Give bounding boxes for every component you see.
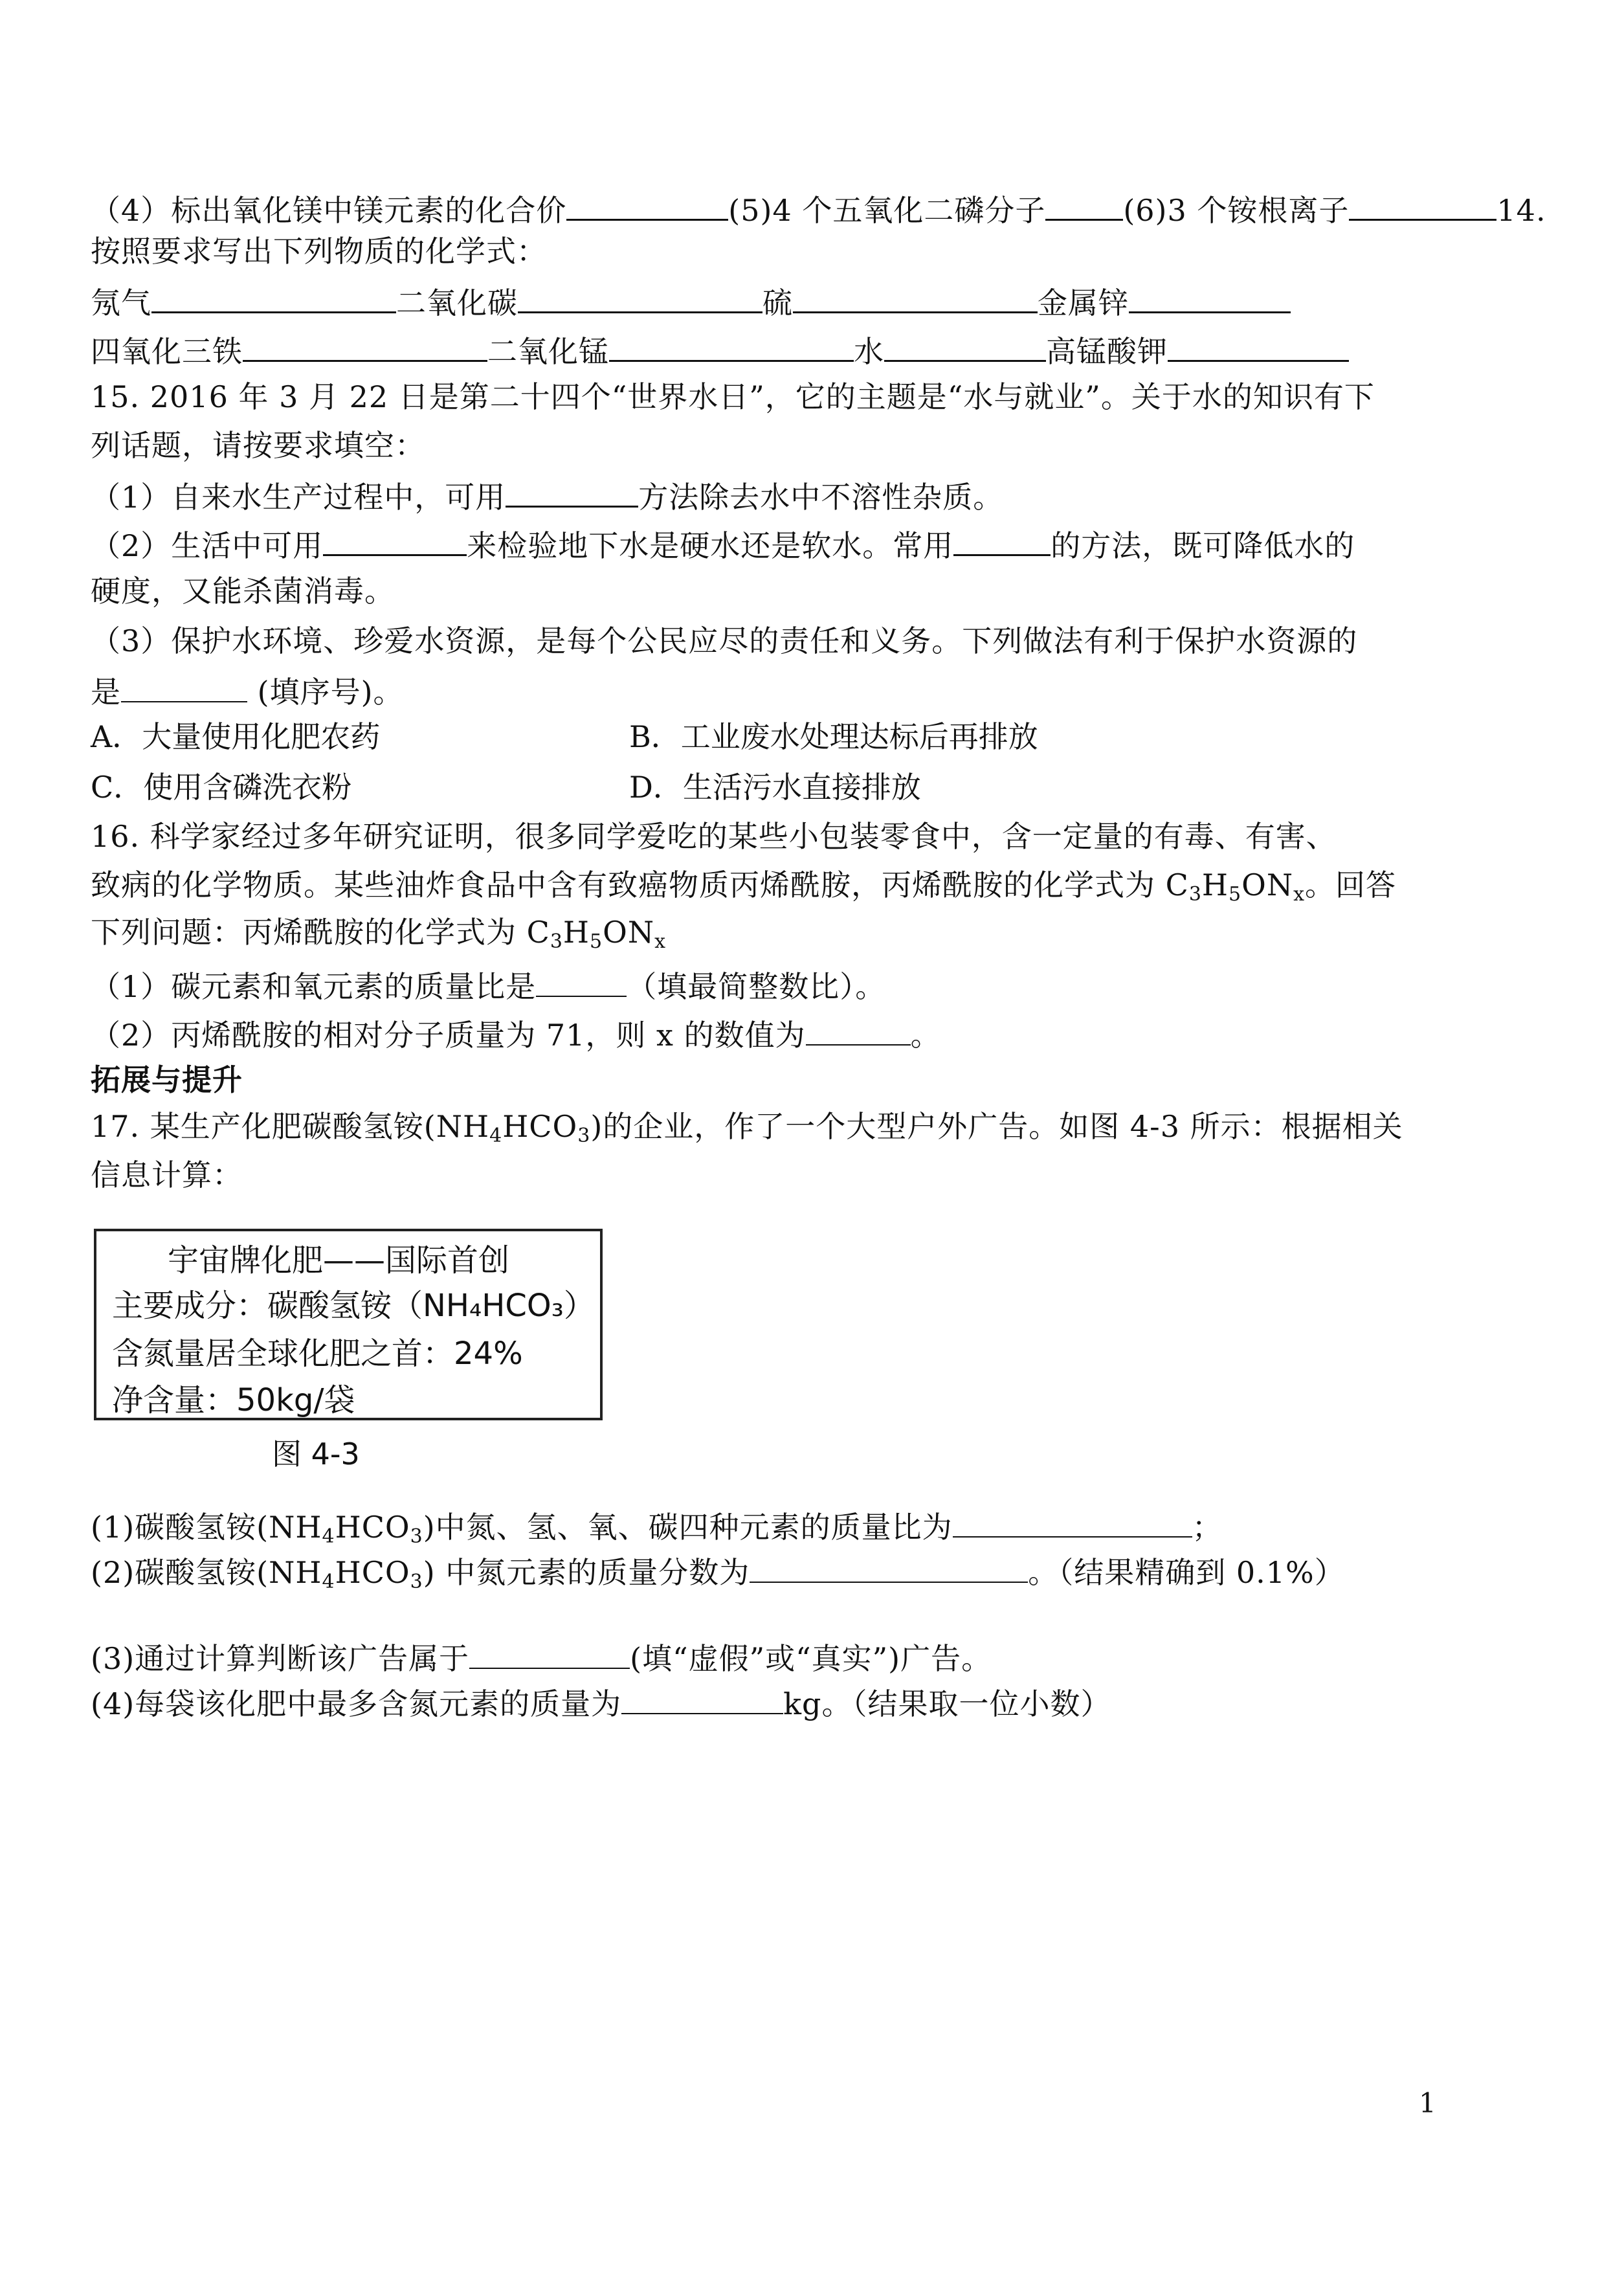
subscript: 5 <box>590 930 603 953</box>
question-15-part-2 <box>91 523 1355 565</box>
q17-1-text-end: ； <box>1192 1510 1223 1545</box>
q16-text: 致病的化学物质。某些油炸食品中含有致癌物质丙烯酰胺，丙烯酰胺的化学式为 C <box>91 867 1189 902</box>
question-16-part-1 <box>91 965 885 1006</box>
option-c[interactable]: C．使用含磷洗衣粉 <box>91 770 352 805</box>
question-17-line-2: 信息计算： <box>91 1158 243 1192</box>
q16-2-text-end: 。 <box>910 1018 941 1053</box>
q17-hco: HCO <box>502 1109 578 1144</box>
ad-title: 宇宙牌化肥——国际首创 <box>168 1242 510 1279</box>
mno2-label: 二氧化锰 <box>487 334 609 369</box>
q15-3-text: 是 <box>91 675 121 710</box>
question-17-part-4 <box>91 1682 1111 1723</box>
answer-blank[interactable] <box>323 523 467 556</box>
figure-caption: 图 4-3 <box>272 1437 360 1471</box>
question-16-part-2 <box>91 1013 941 1055</box>
subscript: 4 <box>489 1124 503 1147</box>
question-15-line-1: 15. 2016 年 3 月 22 日是第二十四个“世界水日”，它的主题是“水与就业”。关于水的知识有下 <box>91 379 1375 414</box>
option-a[interactable]: A．大量使用化肥农药 <box>91 719 381 754</box>
q17-2-text-end: 。（结果精确到 0.1%） <box>1028 1555 1345 1590</box>
q16-text-2: 下列问题：丙烯酰胺的化学式为 C <box>91 915 550 950</box>
question-number-14: 14. <box>1496 193 1546 228</box>
q13-6-text: (6)3 个铵根离子 <box>1123 193 1350 228</box>
q17-1-text: (1)碳酸氢铵(NH <box>91 1510 322 1545</box>
answer-blank[interactable] <box>1168 329 1349 362</box>
q17-1-text-mid: )中氮、氢、氧、碳四种元素的质量比为 <box>423 1510 953 1545</box>
option-d[interactable]: D．生活污水直接排放 <box>629 770 921 805</box>
q13-4-text: （4）标出氧化镁中镁元素的化合价 <box>91 193 567 228</box>
question-15-part-2-cont: 硬度，又能杀菌消毒。 <box>91 574 395 609</box>
question-15-line-2: 列话题，请按要求填空： <box>91 428 425 463</box>
q16-1-text: （1）碳元素和氧元素的质量比是 <box>91 969 537 1004</box>
answer-blank[interactable] <box>1349 188 1496 221</box>
q16-text-end: 。回答 <box>1305 867 1397 902</box>
subscript: 4 <box>322 1571 335 1593</box>
q15-2-text-end: 的方法，既可降低水的 <box>1051 528 1355 563</box>
question-17-line-1 <box>91 1107 1403 1146</box>
subscript: 3 <box>550 930 563 953</box>
subscript: x <box>1293 883 1306 906</box>
q17-text: 17. 某生产化肥碳酸氢铵(NH <box>91 1109 490 1144</box>
question-13-line <box>91 188 1546 230</box>
page-number: 1 <box>1419 2087 1436 2119</box>
formula-row-2 <box>91 329 1349 371</box>
question-17-part-3 <box>91 1637 992 1678</box>
question-17-part-2 <box>91 1550 1345 1592</box>
q15-1-text: （1）自来水生产过程中，可用 <box>91 480 506 515</box>
section-heading: 拓展与提升 <box>91 1062 243 1097</box>
water-label: 水 <box>854 334 884 369</box>
subscript: 4 <box>322 1525 335 1548</box>
subscript: 3 <box>1188 883 1202 906</box>
subscript: 5 <box>1229 883 1242 906</box>
q17-3-text: (3)通过计算判断该广告属于 <box>91 1641 470 1676</box>
zinc-label: 金属锌 <box>1038 285 1129 320</box>
answer-blank[interactable] <box>793 280 1038 313</box>
q17-3-text-end: (填“虚假”或“真实”)广告。 <box>630 1641 992 1676</box>
q17-2-hco: HCO <box>335 1555 410 1590</box>
question-16-line-3 <box>91 913 666 952</box>
q16-2-text: （2）丙烯酰胺的相对分子质量为 71，则 x 的数值为 <box>91 1018 806 1053</box>
fe3o4-label: 四氧化三铁 <box>91 334 243 369</box>
subscript: 3 <box>410 1525 423 1548</box>
answer-blank[interactable] <box>536 965 627 997</box>
ad-nitrogen-content: 含氮量居全球化肥之首：24% <box>112 1336 523 1372</box>
q16-on-2: ON <box>603 915 655 950</box>
question-14-intro: 按照要求写出下列物质的化学式： <box>91 234 547 269</box>
q15-3-text-end: (填序号)。 <box>247 675 404 710</box>
question-16-line-1: 16. 科学家经过多年研究证明，很多同学爱吃的某些小包装零食中，含一定量的有毒、有害、 <box>91 819 1337 854</box>
co2-label: 二氧化碳 <box>396 285 518 320</box>
q16-h-2: H <box>562 915 590 950</box>
question-15-part-3-cont <box>91 670 404 711</box>
sulfur-label: 硫 <box>762 285 793 320</box>
q15-2-text: （2）生活中可用 <box>91 528 324 563</box>
ad-net-content: 净含量：50kg/袋 <box>112 1382 355 1418</box>
ad-ingredient: 主要成分：碳酸氢铵（NH₄HCO₃） <box>112 1288 595 1324</box>
answer-blank[interactable] <box>1045 188 1123 221</box>
question-15-part-1 <box>91 475 1003 517</box>
answer-blank[interactable] <box>518 280 762 313</box>
answer-blank[interactable] <box>469 1637 630 1669</box>
answer-blank[interactable] <box>750 1550 1028 1583</box>
formula-row-1 <box>91 280 1291 322</box>
q15-1-text-end: 方法除去水中不溶性杂质。 <box>638 480 1004 515</box>
question-16-line-2 <box>91 866 1396 904</box>
answer-blank[interactable] <box>243 329 487 362</box>
answer-blank[interactable] <box>953 1505 1192 1538</box>
subscript: 3 <box>410 1571 423 1593</box>
q17-2-text-mid: ) 中氮元素的质量分数为 <box>423 1555 750 1590</box>
q17-1-hco: HCO <box>335 1510 410 1545</box>
subscript: x <box>654 930 667 953</box>
subscript: 3 <box>577 1124 591 1147</box>
q17-4-text-end: kg。（结果取一位小数） <box>783 1686 1111 1721</box>
answer-blank[interactable] <box>566 188 728 221</box>
answer-blank[interactable] <box>884 329 1046 362</box>
q13-5-text: (5)4 个五氧化二磷分子 <box>728 193 1046 228</box>
answer-blank[interactable] <box>806 1013 911 1046</box>
q16-on: ON <box>1241 867 1294 902</box>
answer-blank[interactable] <box>1129 280 1291 313</box>
kmno4-label: 高锰酸钾 <box>1046 334 1168 369</box>
q16-h: H <box>1201 867 1229 902</box>
question-15-part-3: （3）保护水环境、珍爱水资源，是每个公民应尽的责任和义务。下列做法有利于保护水资源的 <box>91 623 1358 658</box>
q17-4-text: (4)每袋该化肥中最多含氮元素的质量为 <box>91 1686 622 1721</box>
answer-blank[interactable] <box>151 280 396 313</box>
question-17-part-1 <box>91 1505 1223 1547</box>
advertisement-figure <box>94 1229 603 1420</box>
q15-2-text-mid: 来检验地下水是硬水还是软水。常用 <box>467 528 954 563</box>
answer-blank[interactable] <box>506 475 638 508</box>
answer-blank[interactable] <box>953 523 1051 556</box>
answer-blank[interactable] <box>621 1682 783 1714</box>
q17-2-text: (2)碳酸氢铵(NH <box>91 1555 322 1590</box>
answer-blank[interactable] <box>609 329 854 362</box>
q16-1-text-end: （填最简整数比）。 <box>627 969 886 1004</box>
option-b[interactable]: B．工业废水处理达标后再排放 <box>629 719 1038 754</box>
neon-label: 氖气 <box>91 285 151 320</box>
q17-text-end: )的企业，作了一个大型户外广告。如图 4-3 所示：根据相关 <box>590 1109 1403 1144</box>
answer-blank[interactable] <box>121 670 247 702</box>
